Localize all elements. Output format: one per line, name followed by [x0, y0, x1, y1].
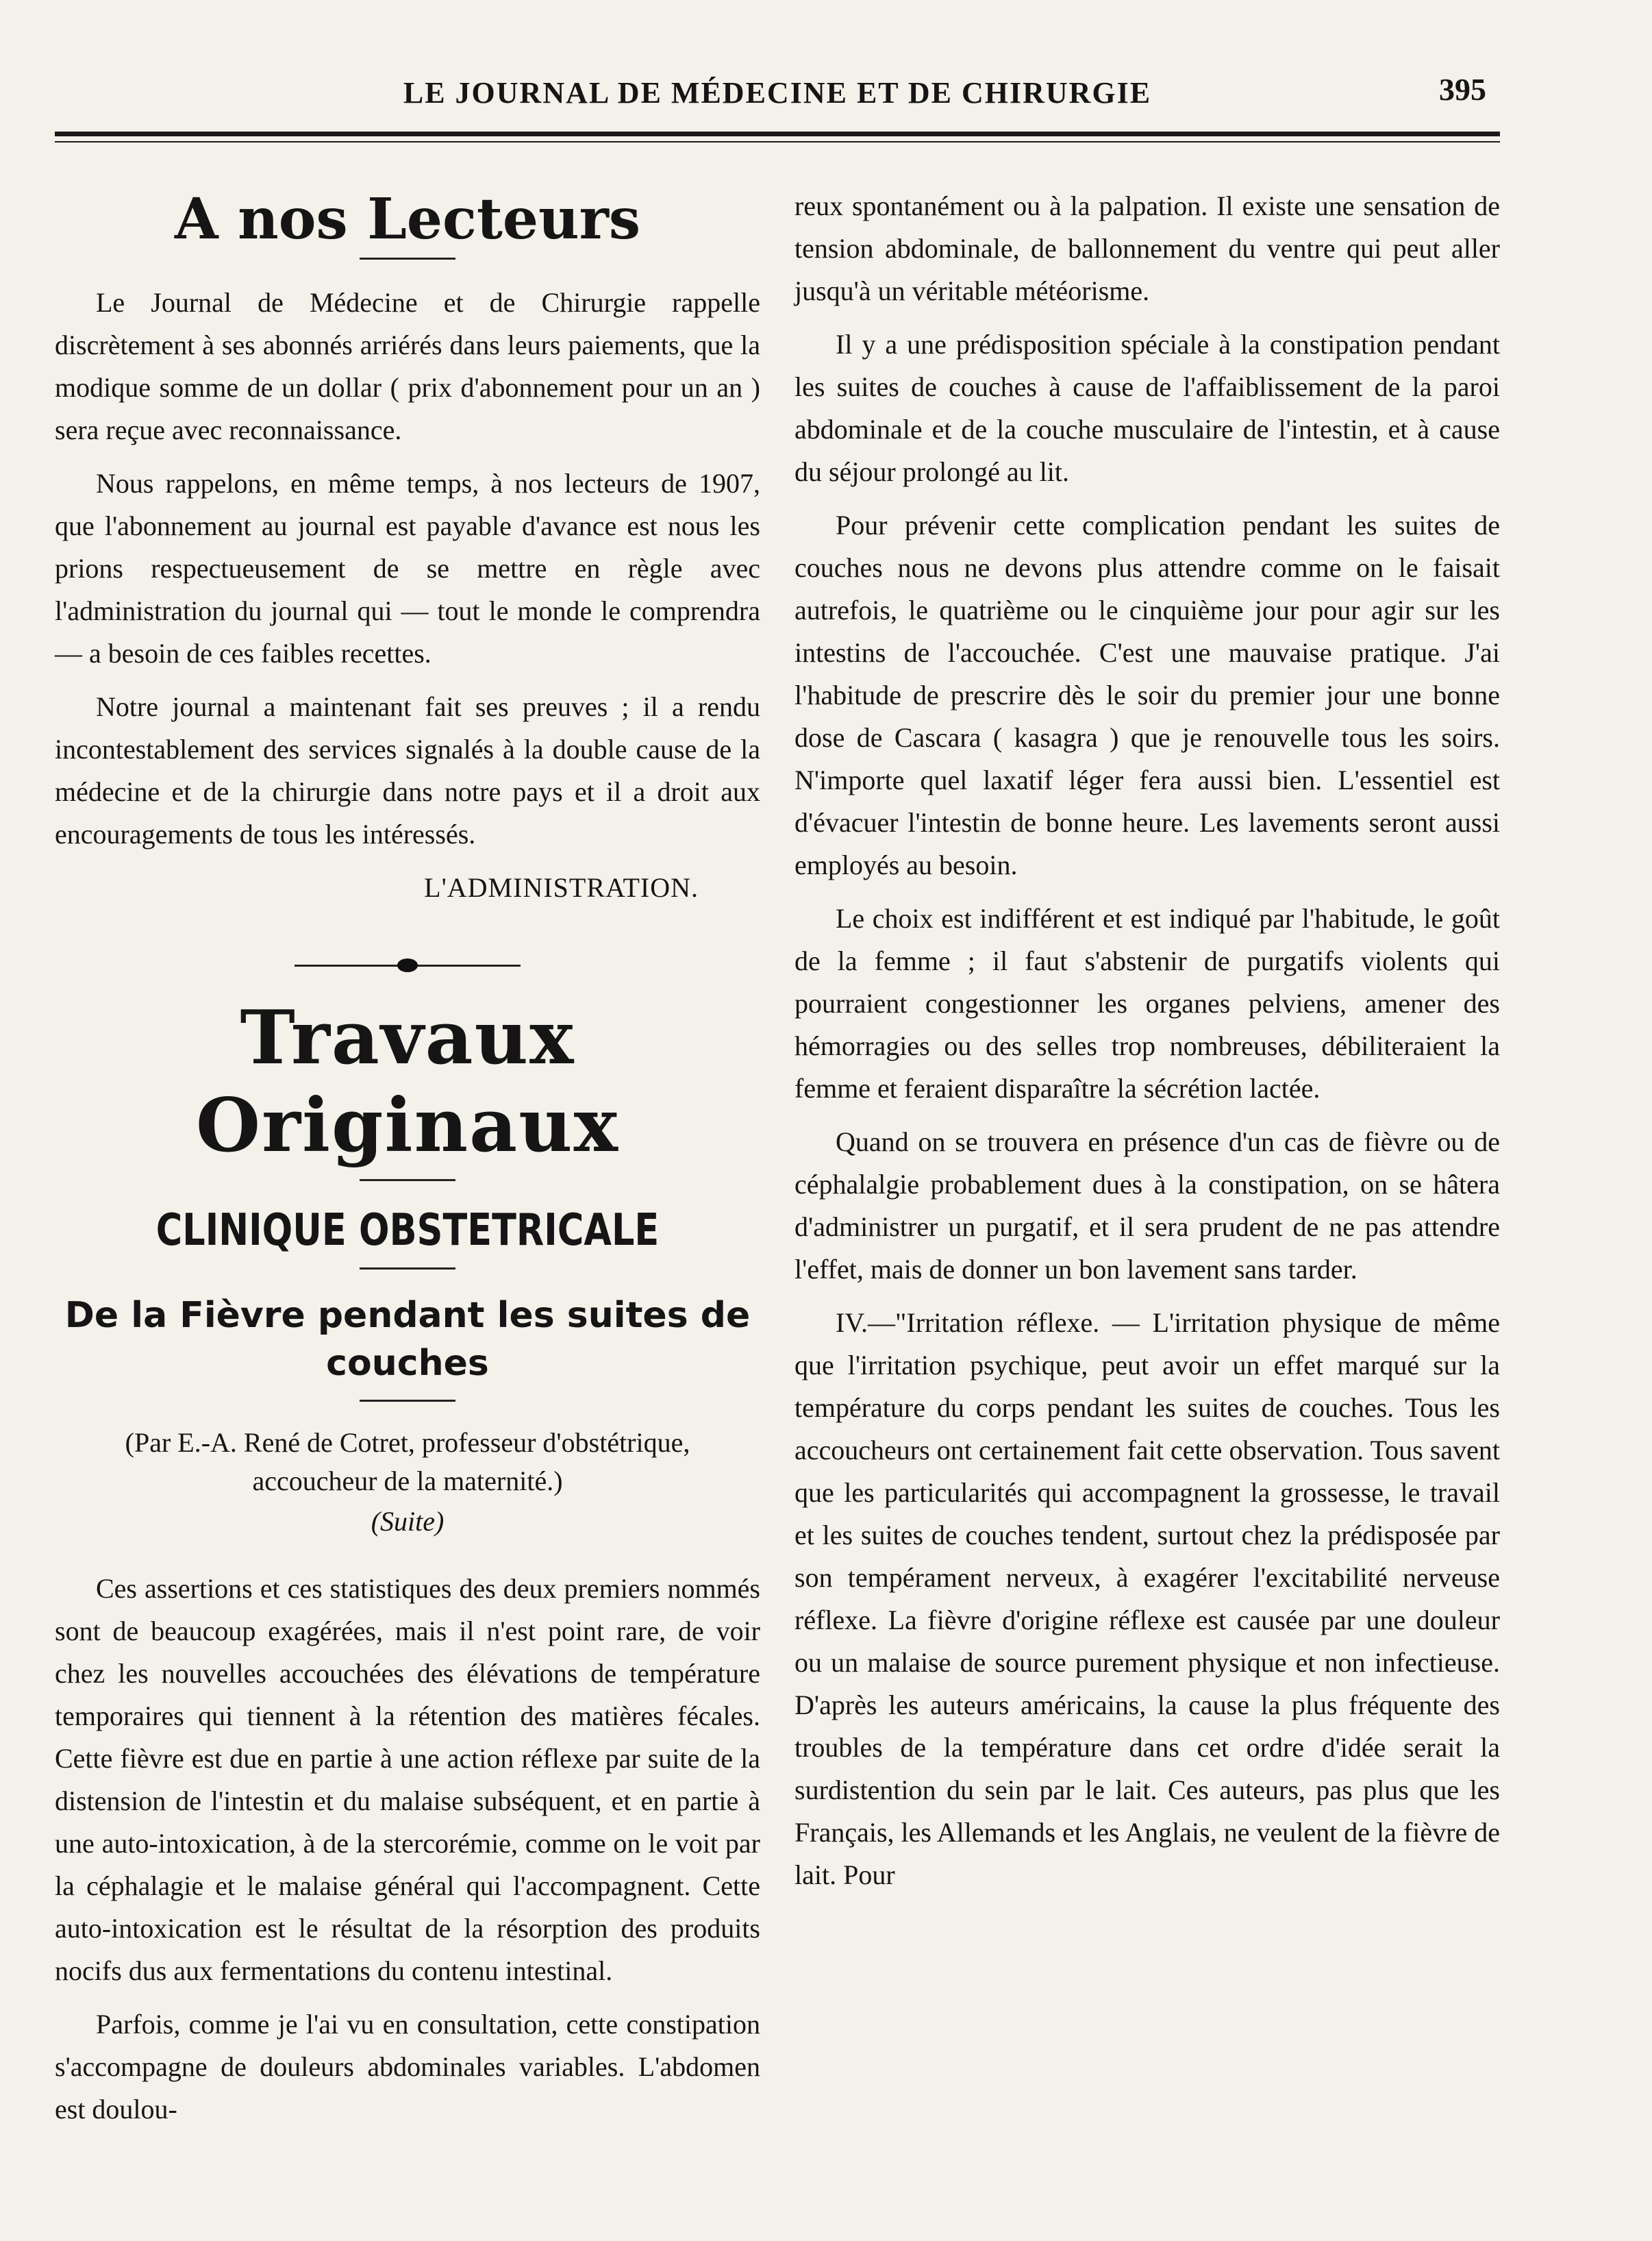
section-title: Travaux Originaux	[196, 995, 619, 1169]
article-paragraph: Parfois, comme je l'ai vu en consultation, cette constipation s'accompagne de douleurs abdominales variables. L'abdomen est doulou-	[55, 2009, 760, 2125]
right-column	[794, 185, 1500, 1907]
article-paragraph: Le choix est indifférent et est indiqué par l'habitude, le goût de la femme ; il faut s'abstenir de purgatifs violents qui pourraient congestionner les organes pelviens, amener des hémorragies ou des selles trop nombreuses, débiliteraient la femme et feraient disparaître la sécrétion lactée.	[794, 903, 1500, 1104]
article-paragraph: Il y a une prédisposition spéciale à la constipation pendant les suites de couches à cause de l'affaiblissement de la paroi abdominale et de la couche musculaire de l'intestin, et à cause du séjour prolongé au lit.	[794, 329, 1500, 487]
page-number: 395	[1439, 72, 1486, 107]
notice-paragraph: Le Journal de Médecine et de Chirurgie rappelle discrètement à ses abonnés arriérés dans leurs paiements, que la modique somme de un dollar ( prix d'abonnement pour un an ) sera reçue avec reconnaissance.	[55, 287, 760, 445]
article-suite-label: (Suite)	[371, 1506, 445, 1537]
section-subtitle: CLINIQUE OBSTETRICALE	[155, 1205, 660, 1256]
article-byline: (Par E.-A. René de Cotret, professeur d'obstétrique,	[125, 1427, 690, 1458]
subtitle-rule	[360, 1267, 455, 1270]
ornament-dot	[397, 958, 418, 972]
article-paragraph: Quand on se trouvera en présence d'un cas de fièvre ou de céphalalgie probablement dues à la constipation, on se hâtera d'administrer un purgatif, et il sera prudent de ne pas attendre l'effet, mais de donner un bon lavement sans tarder.	[794, 1126, 1500, 1285]
article-paragraph-continued: reux spontanément ou à la palpation. Il existe une sensation de tension abdominale, de ballonnement du ventre qui peut aller jusqu'à un véritable météorisme.	[794, 190, 1500, 306]
header-rule	[55, 132, 1500, 136]
article-rule	[360, 1400, 455, 1402]
header-rule-thin	[55, 141, 1500, 143]
section-rule	[360, 1179, 455, 1181]
running-header	[55, 72, 1500, 137]
ornament-divider	[295, 957, 521, 974]
article-paragraph: Pour prévenir cette complication pendant les suites de couches nous ne devons plus attendre comme on le faisait autrefois, le quatrième ou le cinquième jour pour agir sur les intestins de l'accouchée. C'est une mauvaise pratique. J'ai l'habitude de prescrire dès le soir du premier jour une bonne dose de Cascara ( kasagra ) que je renouvelle tous les soirs. N'importe quel laxatif léger fera aussi bien. L'essentiel est d'évacuer l'intestin de bonne heure. Les lavements seront aussi employés au besoin.	[794, 510, 1500, 880]
journal-title: LE JOURNAL DE MÉDECINE ET DE CHIRURGIE	[403, 76, 1152, 110]
article-byline-affiliation: accoucheur de la maternité.)	[252, 1465, 563, 1496]
notice-title: A nos Lecteurs	[175, 186, 640, 252]
notice-paragraph: Notre journal a maintenant fait ses preuves ; il a rendu incontestablement des services signalés à la double cause de la médecine et de la chirurgie dans notre pays et il a droit aux encouragements de tous les intéressés.	[55, 691, 760, 850]
notice-paragraph: Nous rappelons, en même temps, à nos lecteurs de 1907, que l'abonnement au journal est payable d'avance est nous les prions respectueusement de se mettre en règle avec l'administration du journal qui — tout le monde le comprendra — a besoin de ces faibles recettes.	[55, 468, 760, 669]
article-paragraph: Ces assertions et ces statistiques des deux premiers nommés sont de beaucoup exagérées, mais il n'est point rare, de voir chez les nouvelles accouchées des élévations de température temporaires qui tiennent à la rétention des matières fécales. Cette fièvre est due en partie à une action réflexe par suite de la distension de l'intestin et du malaise subséquent, et en partie à une auto-intoxication, à de la stercorémie, comme on le voit par la céphalagie et le malaise général qui l'accompagnent. Cette auto-intoxication est le résultat de la résorption des produits nocifs dus aux fermentations du contenu intestinal.	[55, 1573, 760, 1986]
notice-signature: L'ADMINISTRATION.	[424, 872, 699, 903]
title-rule	[360, 258, 455, 260]
article-paragraph: IV.—"Irritation réflexe. — L'irritation physique de même que l'irritation psychique, peut avoir un effet marqué sur la température du corps pendant les suites de couches. Tous les accoucheurs ont certainement fait cette observation. Tous savent que les particularités qui accompagnent la grossesse, le travail et les suites de couches tendent, surtout chez la prédisposée par son tempérament nerveux, à exagérer l'excitabilité nerveuse réflexe. La fièvre d'origine réflexe est causée par une douleur ou un malaise de source purement physique et non infectieuse. D'après les auteurs américains, la cause la plus fréquente des troubles de la température dans cet ordre d'idée serait la surdistention du sein par le lait. Ces auteurs, pas plus que les Français, les Allemands et les Anglais, ne veulent de la fièvre de lait. Pour	[794, 1307, 1500, 1890]
article-title: De la Fièvre pendant les suites de couches	[64, 1295, 751, 1384]
left-column	[55, 185, 760, 2142]
